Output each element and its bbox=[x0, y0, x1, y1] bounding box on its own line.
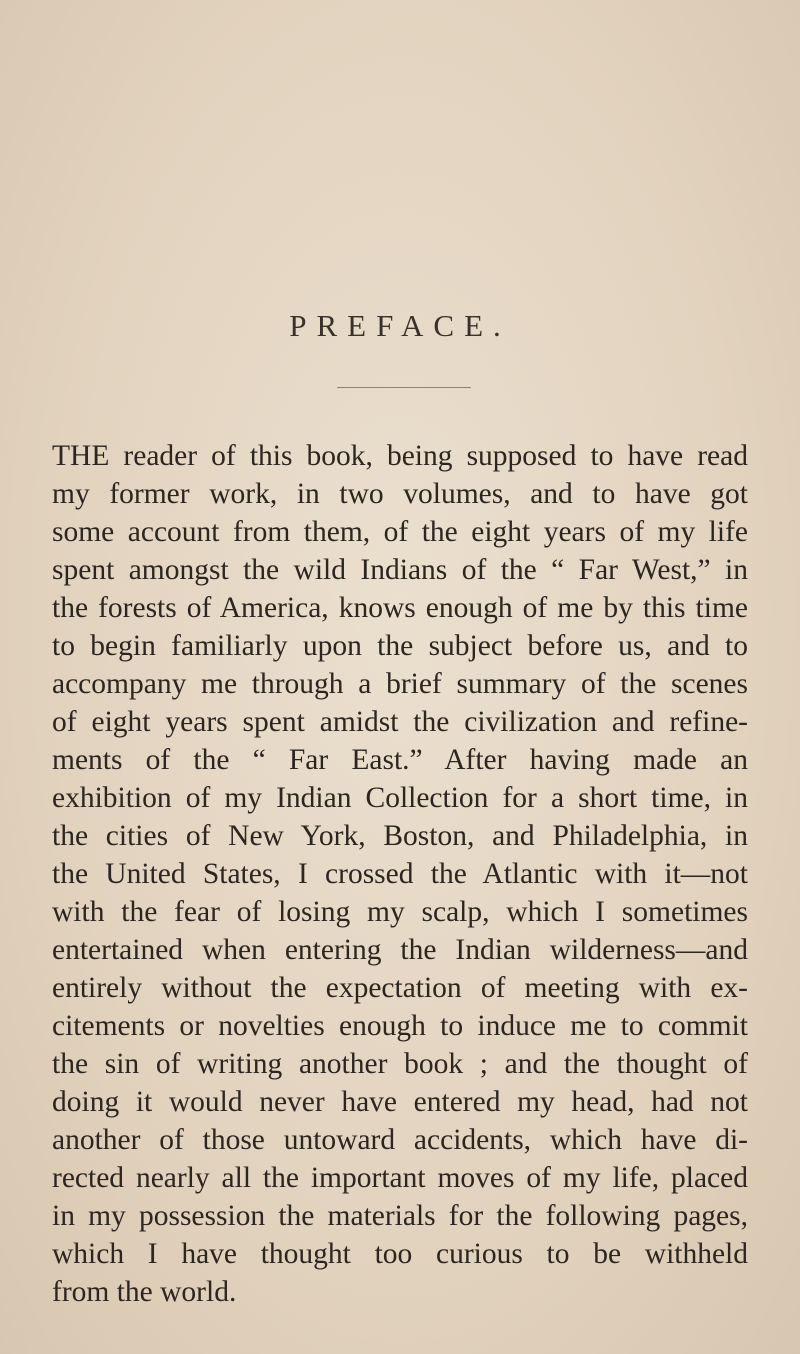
text-line: doing it would never have entered my head, had not bbox=[52, 1086, 748, 1118]
text-line: the cities of New York, Boston, and Philadelphia, in bbox=[52, 820, 748, 852]
text-line: my former work, in two volumes, and to have got bbox=[52, 478, 748, 510]
text-line: the sin of writing another book ; and the thought of bbox=[52, 1048, 748, 1080]
text-line: to begin familiarly upon the subject before us, and to bbox=[52, 630, 748, 662]
text-line: spent amongst the wild Indians of the “ Far West,” in bbox=[52, 554, 748, 586]
text-line: citements or novelties enough to induce me to commit bbox=[52, 1010, 748, 1042]
text-line: entertained when entering the Indian wilderness—and bbox=[52, 934, 748, 966]
text-line: which I have thought too curious to be withheld bbox=[52, 1238, 748, 1270]
text-line: ments of the “ Far East.” After having made an bbox=[52, 744, 748, 776]
text-line: from the world. bbox=[52, 1276, 237, 1308]
text-line: the United States, I crossed the Atlantic with it—not bbox=[52, 858, 748, 890]
text-line: rected nearly all the important moves of my life, placed bbox=[52, 1162, 748, 1194]
text-line: another of those untoward accidents, which have di- bbox=[52, 1124, 748, 1156]
text-line: with the fear of losing my scalp, which I sometimes bbox=[52, 896, 748, 928]
page-title: PREFACE. bbox=[289, 308, 511, 343]
text-line: in my possession the materials for the following pages, bbox=[52, 1200, 748, 1232]
text-line: entirely without the expectation of meeting with ex- bbox=[52, 972, 748, 1004]
text-line: THE reader of this book, being supposed to have read bbox=[52, 440, 748, 472]
text-line: accompany me through a brief summary of the scenes bbox=[52, 668, 748, 700]
text-line: of eight years spent amidst the civilization and refine- bbox=[52, 706, 748, 738]
text-line: exhibition of my Indian Collection for a short time, in bbox=[52, 782, 748, 814]
text-line: some account from them, of the eight years of my life bbox=[52, 516, 748, 548]
title-divider bbox=[337, 387, 471, 388]
text-line: the forests of America, knows enough of me by this time bbox=[52, 592, 748, 624]
